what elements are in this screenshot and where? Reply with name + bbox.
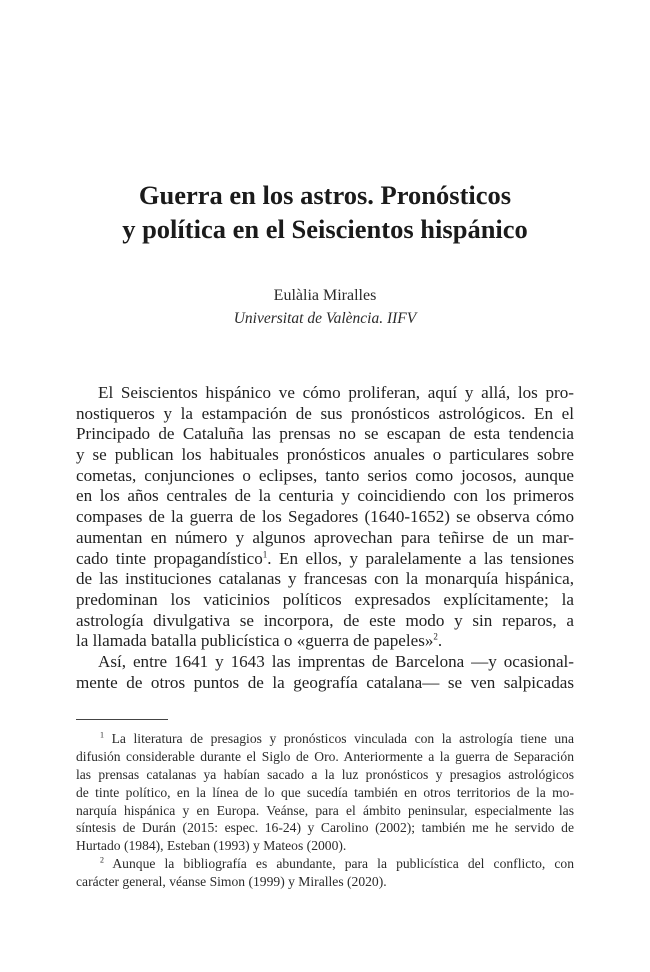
body-line: El Seiscientos hispánico ve cómo proliferan, aquí y allá, los pro- (98, 383, 574, 402)
chapter-title (0, 178, 650, 246)
footnote-line (76, 855, 574, 873)
body-text (76, 383, 574, 693)
footnote-text: La literatura de presagios y pronósticos vinculada con la astrología tiene una (111, 731, 574, 746)
body-line: mente de otros puntos de la geografía catalana— se ven salpicadas (76, 672, 574, 692)
chapter-title-line-2: y política en el Seiscientos hispánico (122, 214, 528, 244)
body-line: y se publican los habituales pronósticos anuales o particulares sobre (76, 445, 574, 465)
body-text-fragment: cado tinte propagandístico (76, 548, 263, 568)
body-line: astrología divulgativa se incorpora, de este modo y sin reparos, a (76, 610, 574, 630)
author-name: Eulàlia Miralles (273, 287, 377, 304)
author-affiliation: Universitat de València. IIFV (233, 310, 417, 327)
footnote-text: Aunque la bibliografía es abundante, para la publicística del conflicto, con (112, 856, 574, 872)
body-text-fragment: . (437, 631, 443, 651)
body-line (76, 549, 574, 570)
body-line: en los años centrales de la centuria y coincidiendo con los primeros (76, 486, 574, 506)
footnote-number-1: 1 (100, 730, 104, 740)
footnote-number-2: 2 (100, 855, 104, 865)
body-line: compases de la guerra de los Segadores (1640-1652) se observa cómo (76, 507, 574, 527)
body-line: nostiqueros y la estampación de sus pronósticos astrológicos. En el (76, 403, 574, 423)
footnote-line: síntesis de Durán (2015: espec. 16-24) y Carolino (2002); también me he servido de (76, 820, 574, 836)
footnote-line: de tinte político, en la línea de lo que sucedía también en otros territorios de la mo- (76, 784, 574, 800)
footnote-line: carácter general, véanse Simon (1999) y Miralles (2020). (76, 874, 387, 890)
body-line: Principado de Cataluña las prensas no se escapan de esta tendencia (76, 424, 574, 444)
body-line: de las instituciones catalanas y francesas con la monarquía hispánica, (76, 569, 574, 589)
body-line (76, 631, 574, 652)
body-text-fragment: la llamada batalla publicística o «guerra de papeles» (76, 631, 434, 651)
footnote-line (76, 730, 574, 748)
footnote-line: narquía hispánica y en Europa. Veánse, para el ámbito peninsular, especialmente las (76, 802, 574, 818)
body-line: aumentan en número y algunos aprovechan para teñirse de un mar- (76, 527, 574, 547)
footnote-line: difusión considerable durante el Siglo de Oro. Anteriormente a la guerra de Separación (76, 748, 574, 764)
chapter-title-line-1: Guerra en los astros. Pronósticos (138, 180, 512, 210)
footnotes (76, 730, 574, 891)
footnote-reference-2[interactable]: 2 (433, 631, 438, 642)
body-line: predominan los vaticinios políticos expresados explícitamente; la (76, 589, 574, 609)
footnote-separator (76, 719, 168, 720)
body-line: Así, entre 1641 y 1643 las imprentas de Barcelona —y ocasional- (98, 651, 574, 671)
body-line: cometas, conjunciones o eclipses, tanto serios como jocosos, aunque (76, 465, 574, 485)
footnote-line: las prensas catalanas ya habían sacado a la luz pronósticos y presagios astrológicos (76, 766, 574, 782)
footnote-reference-1[interactable]: 1 (262, 548, 268, 559)
body-text-fragment: . En ellos, y paralelamente a las tensiones (267, 548, 574, 568)
footnote-line: Hurtado (1984), Esteban (1993) y Mateos (2000). (76, 838, 347, 854)
